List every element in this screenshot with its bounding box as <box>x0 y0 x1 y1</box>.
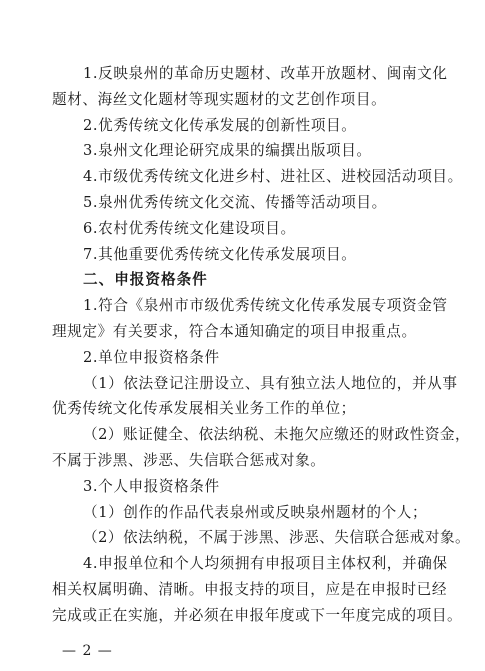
text-line-14: 优秀传统文化传承发展相关业务工作的单位； <box>52 400 356 418</box>
text-line-8: 7.其他重要优秀传统文化传承发展项目。 <box>83 245 357 263</box>
text-line-10: 1.符合《泉州市市级优秀传统文化传承发展专项资金管 <box>83 297 448 315</box>
text-line-16: 不属于涉黑、涉恶、失信联合惩戒对象。 <box>52 452 326 469</box>
text-line-17: 3.个人申报资格条件 <box>83 477 220 495</box>
text-line-11: 理规定》有关要求，符合本通知确定的项目申报重点。 <box>52 323 417 340</box>
section-heading: 二、申报资格条件 <box>83 271 208 289</box>
text-line-20: 4.申报单位和个人均须拥有申报项目主体权利，并确保 <box>83 555 448 573</box>
text-line-19: （2）依法纳税，不属于涉黑、涉恶、失信联合惩戒对象。 <box>83 529 471 547</box>
text-line-7: 6.农村优秀传统文化建设项目。 <box>83 219 296 237</box>
text-line-2: 题材、海丝文化题材等现实题材的文艺创作项目。 <box>52 90 387 108</box>
text-line-21: 相关权属明确、清晰。申报支持的项目，应是在申报时已经 <box>52 581 448 598</box>
text-line-1: 1.反映泉州的革命历史题材、改革开放题材、闽南文化 <box>83 65 448 82</box>
text-line-13: （1）依法登记注册设立、具有独立法人地位的，并从事 <box>83 374 458 392</box>
text-line-3: 2.优秀传统文化传承发展的创新性项目。 <box>83 116 357 134</box>
text-line-18: （1）创作的作品代表泉州或反映泉州题材的个人； <box>83 503 428 521</box>
text-line-15: （2）账证健全、依法纳税、未拖欠应缴还的财政性资金， <box>83 426 471 444</box>
text-line-5: 4.市级优秀传统文化进乡村、进社区、进校园活动项目。 <box>83 168 463 186</box>
page-number: — 2 — <box>62 642 113 659</box>
text-line-12: 2.单位申报资格条件 <box>83 348 220 366</box>
text-line-22: 完成或正在实施，并必须在申报年度或下一年度完成的项目。 <box>52 606 463 624</box>
text-line-6: 5.泉州优秀传统文化交流、传播等活动项目。 <box>83 194 387 211</box>
text-line-4: 3.泉州文化理论研究成果的编撰出版项目。 <box>83 142 372 160</box>
